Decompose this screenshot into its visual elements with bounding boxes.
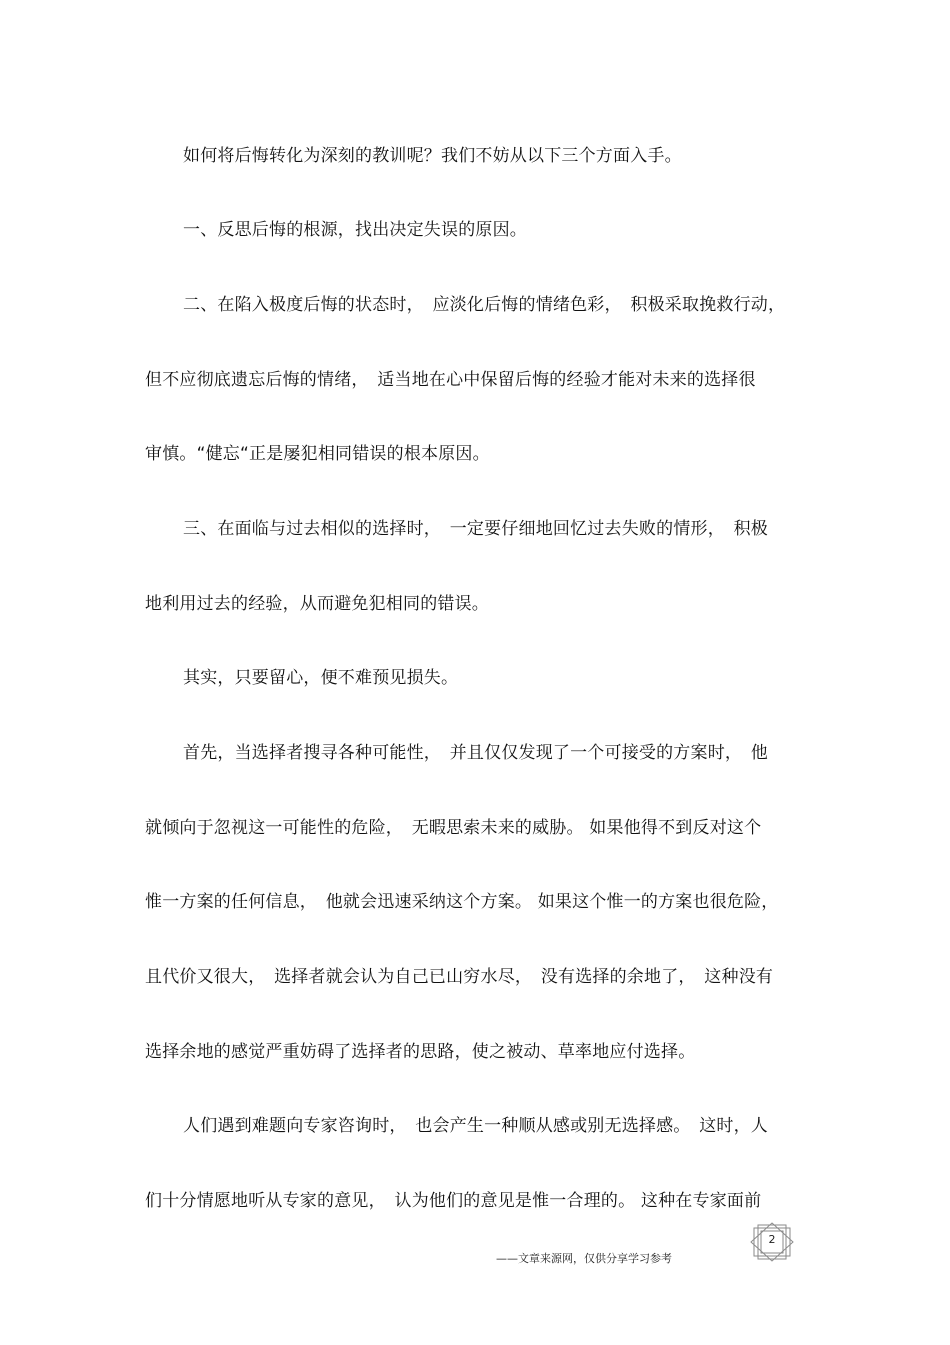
- paragraph-line: 首先，当选择者搜寻各种可能性， 并且仅仅发现了一个可接受的方案时， 他: [183, 743, 768, 763]
- paragraph-line: 其实，只要留心，便不难预见损失。: [183, 668, 459, 688]
- paragraph-line: 如何将后悔转化为深刻的教训呢？我们不妨从以下三个方面入手。: [183, 146, 682, 166]
- paragraph-line: 但不应彻底遗忘后悔的情绪， 适当地在心中保留后悔的经验才能对未来的选择很: [145, 370, 756, 390]
- paragraph-line: 惟一方案的任何信息， 他就会迅速采纳这个方案。 如果这个惟一的方案也很危险，: [145, 892, 779, 912]
- paragraph-line: 三、在面临与过去相似的选择时， 一定要仔细地回忆过去失败的情形， 积极: [183, 519, 768, 539]
- paragraph-line: 二、在陷入极度后悔的状态时， 应淡化后悔的情绪色彩， 积极采取挽救行动，: [183, 295, 786, 315]
- paragraph-line: 一、反思后悔的根源，找出决定失误的原因。: [183, 220, 527, 240]
- page-number: 2: [768, 1233, 776, 1246]
- paragraph-line: 们十分情愿地听从专家的意见， 认为他们的意见是惟一合理的。 这种在专家面前: [145, 1191, 762, 1211]
- page-number-badge: [748, 1222, 796, 1262]
- paragraph-line: 人们遇到难题向专家咨询时， 也会产生一种顺从感或别无选择感。 这时，人: [183, 1116, 768, 1136]
- footer-source-note: ——文章来源网，仅供分享学习参考: [496, 1252, 672, 1265]
- paragraph-line: 审慎。“健忘“正是屡犯相同错误的根本原因。: [145, 444, 490, 464]
- paragraph-line: 地利用过去的经验，从而避免犯相同的错误。: [145, 594, 489, 614]
- paragraph-line: 就倾向于忽视这一可能性的危险， 无暇思索未来的威胁。 如果他得不到反对这个: [145, 818, 762, 838]
- paragraph-line: 且代价又很大， 选择者就会认为自己已山穷水尽， 没有选择的余地了， 这种没有: [145, 967, 774, 987]
- paragraph-line: 选择余地的感觉严重妨碍了选择者的思路，使之被动、草率地应付选择。: [145, 1042, 696, 1062]
